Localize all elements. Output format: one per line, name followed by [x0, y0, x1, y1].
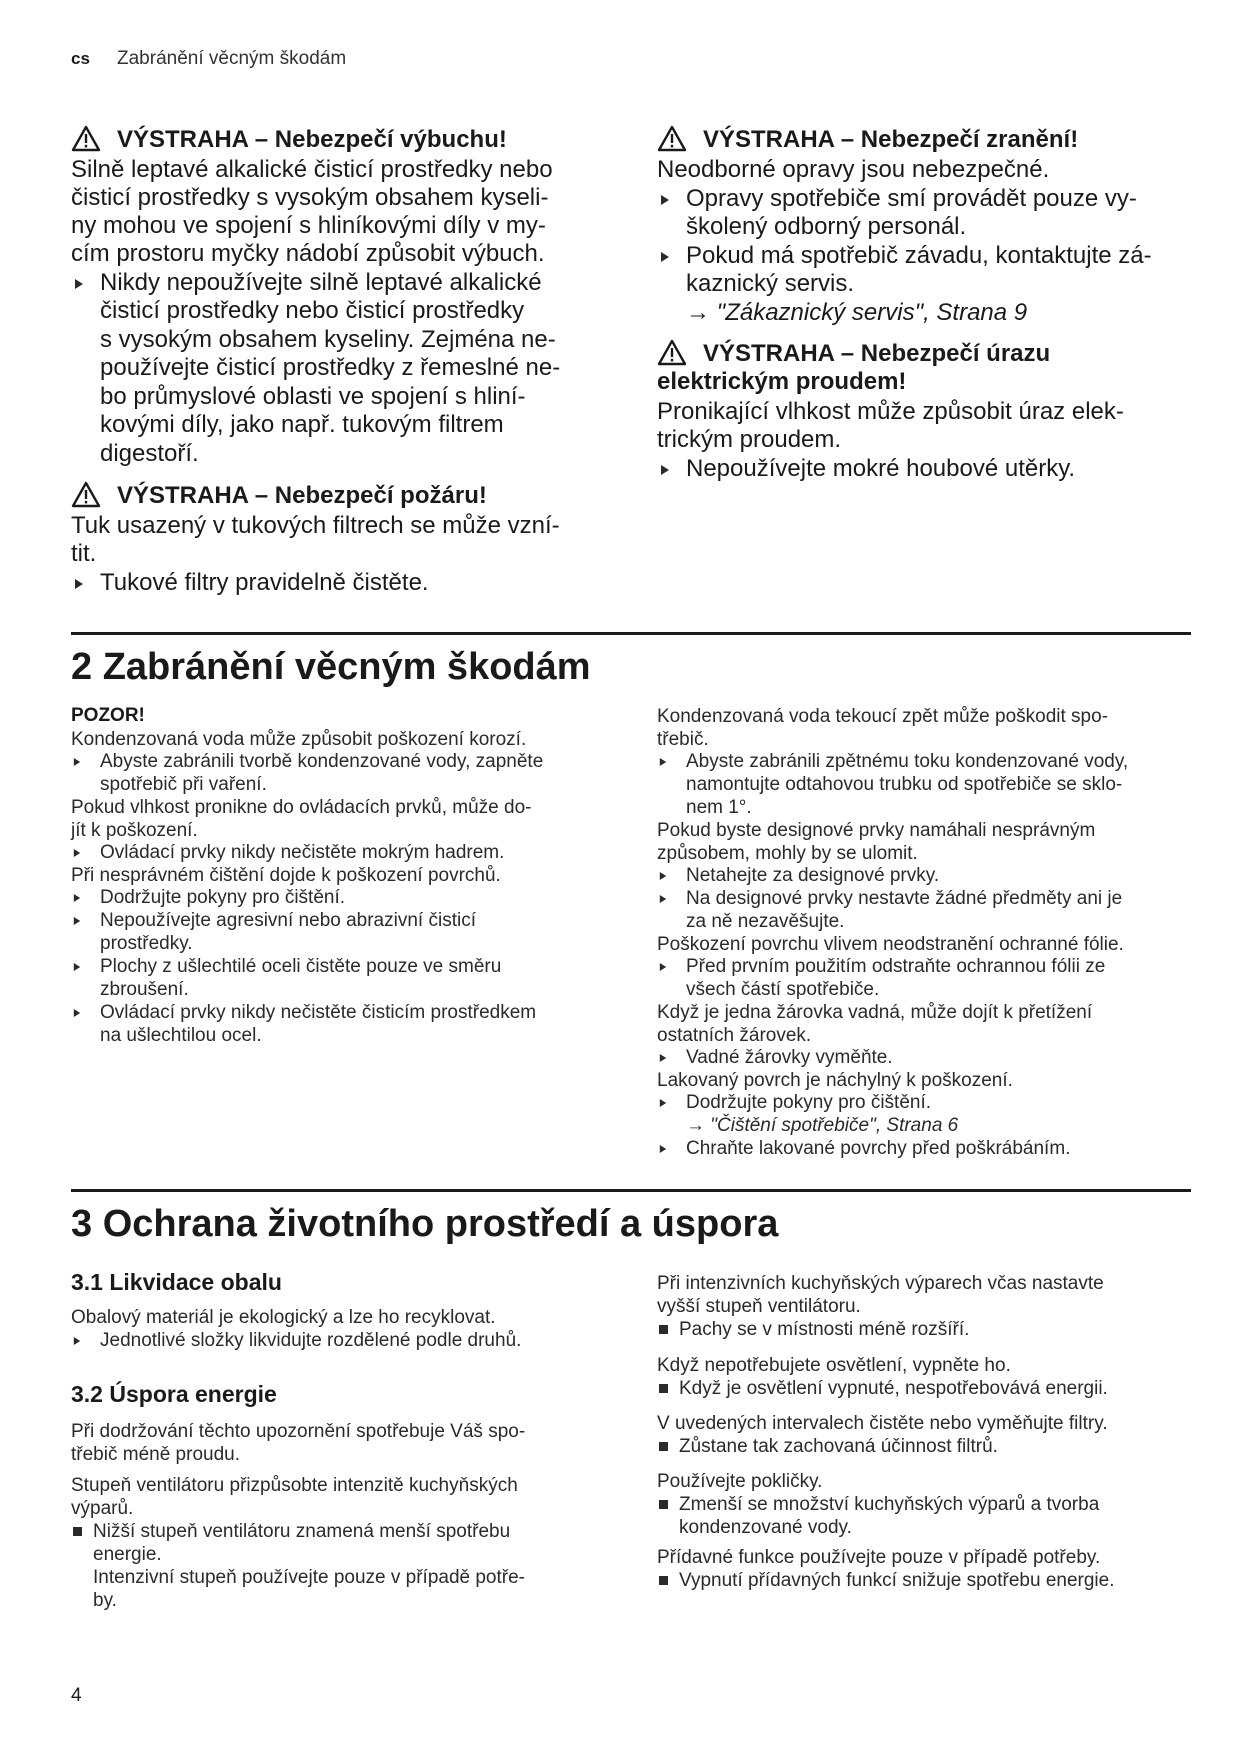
text-line: Obalový materiál je ekologický a lze ho recyklovat. [71, 1307, 496, 1328]
text-line: Pokud má spotřebič závadu, kontaktujte zá- [686, 242, 1152, 269]
text-line: Nikdy nepoužívejte silně leptavé alkalické [100, 269, 542, 296]
text-line: Dodržujte pokyny pro čištění. [686, 1092, 932, 1113]
text-line: s vysokým obsahem kyseliny. Zejména ne- [100, 326, 556, 353]
text-line: spotřebič při vaření. [100, 774, 267, 795]
text-line: kaznický servis. [686, 270, 855, 297]
text-line: Pokud byste designové prvky namáhali nesprávným [657, 820, 1096, 841]
text-line: Pachy se v místnosti méně rozšíří. [679, 1319, 970, 1340]
text-line: namontujte odtahovou trubku od spotřebiče se sklo- [686, 774, 1123, 795]
text-line: zbroušení. [100, 979, 189, 1000]
bullet-arrow-icon [73, 1008, 81, 1018]
text-line: Vypnutí přídavných funkcí snižuje spotřebu energie. [679, 1570, 1115, 1591]
text-line: Zůstane tak zachovaná účinnost filtrů. [679, 1436, 998, 1457]
bullet-arrow-icon [73, 893, 81, 903]
caution-label: POZOR! [71, 705, 145, 726]
text-line: Zmenší se množství kuchyňských výparů a tvorba [679, 1494, 1100, 1515]
text-line: čisticí prostředky s vysokým obsahem kyseli- [71, 184, 549, 211]
text-line: za ně nezavěšujte. [686, 911, 845, 932]
cross-reference-link[interactable]: → "Čištění spotřebiče", Strana 6 [686, 1115, 959, 1136]
cross-reference-link[interactable]: → "Zákaznický servis", Strana 9 [686, 299, 1028, 326]
section-divider [71, 632, 1191, 635]
text-line: Chraňte lakované povrchy před poškrábáním. [686, 1138, 1071, 1159]
section-divider [71, 1189, 1191, 1192]
bullet-square-icon [659, 1576, 668, 1585]
text-line: Intenzivní stupeň používejte pouze v případě potře- [93, 1567, 525, 1588]
text-line: třebič. [657, 729, 709, 750]
text-line: Netahejte za designové prvky. [686, 865, 940, 886]
text-line: kovými díly, jako např. tukovým filtrem [100, 411, 504, 438]
warning-shock-title: VÝSTRAHA – Nebezpečí úrazu [703, 340, 1051, 367]
text-line: ny mohou ve spojení s hliníkovými díly v my- [71, 212, 546, 239]
text-line: Vadné žárovky vyměňte. [686, 1047, 893, 1068]
text-line: čisticí prostředky nebo čisticí prostředky [100, 297, 525, 324]
bullet-arrow-icon [73, 962, 81, 972]
text-line: Při nesprávném čištění dojde k poškození povrchů. [71, 865, 501, 886]
warning-shock-title-cont: elektrickým proudem! [657, 368, 907, 395]
text-line: Abyste zabránili tvorbě kondenzované vody, zapněte [100, 751, 544, 772]
text-line: Silně leptavé alkalické čisticí prostředky nebo [71, 156, 553, 183]
text-line: Poškození povrchu vlivem neodstranění ochranné fólie. [657, 934, 1124, 955]
text-line: trickým proudem. [657, 426, 842, 453]
section-3-heading: 3 Ochrana životního prostředí a úspora [71, 1203, 779, 1245]
text-line: na ušlechtilou ocel. [100, 1025, 262, 1046]
text-line: Tukové filtry pravidelně čistěte. [100, 569, 429, 596]
text-line: Pronikající vlhkost může způsobit úraz elek- [657, 398, 1124, 425]
text-line: Na designové prvky nestavte žádné předměty ani je [686, 888, 1123, 909]
text-line: Když je osvětlení vypnuté, nespotřebovává energii. [679, 1378, 1108, 1399]
text-line: V uvedených intervalech čistěte nebo vyměňujte filtry. [657, 1413, 1108, 1434]
bullet-square-icon [73, 1527, 82, 1536]
bullet-arrow-icon [73, 916, 81, 926]
text-line: Tuk usazený v tukových filtrech se může vzní- [71, 512, 560, 539]
warning-injury-title: VÝSTRAHA – Nebezpečí zranění! [703, 126, 1079, 153]
text-line: Stupeň ventilátoru přizpůsobte intenzitě kuchyňských [71, 1475, 518, 1496]
text-line: výparů. [71, 1498, 134, 1519]
text-line: Kondenzovaná voda může způsobit poškození korozí. [71, 729, 527, 750]
subsection-3-1-heading: 3.1 Likvidace obalu [71, 1269, 282, 1295]
text-line: Ovládací prvky nikdy nečistěte čisticím prostředkem [100, 1002, 537, 1023]
bullet-arrow-icon [660, 464, 670, 476]
text-line: Opravy spotřebiče smí provádět pouze vy- [686, 185, 1137, 212]
warning-icon [657, 125, 687, 152]
text-line: Nepoužívejte agresivní nebo abrazivní čisticí [100, 910, 476, 931]
text-line: školený odborný personál. [686, 213, 967, 240]
text-line: Kondenzovaná voda tekoucí zpět může poškodit spo- [657, 706, 1109, 727]
bullet-arrow-icon [659, 894, 667, 904]
bullet-arrow-icon [660, 194, 670, 206]
text-line: Ovládací prvky nikdy nečistěte mokrým hadrem. [100, 842, 505, 863]
bullet-arrow-icon [73, 848, 81, 858]
text-line: Nepoužívejte mokré houbové utěrky. [686, 455, 1076, 482]
text-line: způsobem, mohly by se ulomit. [657, 843, 918, 864]
bullet-arrow-icon [659, 1144, 667, 1154]
warning-explosion-title: VÝSTRAHA – Nebezpečí výbuchu! [117, 126, 507, 153]
text-line: Dodržujte pokyny pro čištění. [100, 887, 346, 908]
text-line: prostředky. [100, 933, 193, 954]
text-line: Neodborné opravy jsou nebezpečné. [657, 156, 1050, 183]
bullet-square-icon [659, 1442, 668, 1451]
text-line: Nižší stupeň ventilátoru znamená menší spotřebu [93, 1521, 511, 1542]
text-line: tit. [71, 540, 97, 567]
bullet-arrow-icon [659, 1098, 667, 1108]
text-line: Jednotlivé složky likvidujte rozdělené podle druhů. [100, 1330, 522, 1351]
warning-icon [71, 125, 101, 152]
bullet-arrow-icon [660, 251, 670, 263]
text-line: Pokud vlhkost pronikne do ovládacích prvků, může do- [71, 797, 532, 818]
warning-icon [657, 339, 687, 366]
bullet-arrow-icon [659, 871, 667, 881]
bullet-arrow-icon [659, 1053, 667, 1063]
text-line: všech částí spotřebiče. [686, 979, 880, 1000]
text-line: Při dodržování těchto upozornění spotřebuje Váš spo- [71, 1421, 526, 1442]
text-line: vyšší stupeň ventilátoru. [657, 1296, 861, 1317]
text-line: kondenzované vody. [679, 1517, 852, 1538]
section-2-heading: 2 Zabránění věcným škodám [71, 646, 591, 688]
bullet-square-icon [659, 1500, 668, 1509]
text-line: cím prostoru myčky nádobí způsobit výbuch. [71, 240, 545, 267]
bullet-square-icon [659, 1325, 668, 1334]
text-line: třebič méně proudu. [71, 1444, 240, 1465]
text-line: používejte čisticí prostředky z řemeslné ne- [100, 354, 561, 381]
text-line: by. [93, 1590, 117, 1611]
text-line: nem 1°. [686, 797, 752, 818]
text-line: ostatních žárovek. [657, 1025, 812, 1046]
text-line: jít k poškození. [71, 820, 198, 841]
text-line: bo průmyslové oblasti ve spojení s hliní- [100, 383, 526, 410]
bullet-arrow-icon [74, 278, 84, 290]
text-line: Lakovaný povrch je náchylný k poškození. [657, 1070, 1013, 1091]
bullet-arrow-icon [73, 1336, 81, 1346]
bullet-arrow-icon [73, 757, 81, 767]
bullet-arrow-icon [659, 757, 667, 767]
bullet-square-icon [659, 1384, 668, 1393]
text-line: Používejte pokličky. [657, 1471, 823, 1492]
text-line: Když je jedna žárovka vadná, může dojít k přetížení [657, 1002, 1093, 1023]
text-line: Přídavné funkce používejte pouze v případě potřeby. [657, 1547, 1101, 1568]
text-line: Před prvním použitím odstraňte ochrannou fólii ze [686, 956, 1106, 977]
running-header-title: Zabránění věcným škodám [117, 48, 347, 69]
text-line: Abyste zabránili zpětnému toku kondenzované vody, [686, 751, 1129, 772]
subsection-3-2-heading: 3.2 Úspora energie [71, 1381, 277, 1407]
text-line: Při intenzivních kuchyňských výparech včas nastavte [657, 1273, 1104, 1294]
bullet-arrow-icon [74, 578, 84, 590]
warning-fire-title: VÝSTRAHA – Nebezpečí požáru! [117, 482, 487, 509]
language-code: cs [71, 49, 90, 68]
bullet-arrow-icon [659, 962, 667, 972]
warning-icon [71, 481, 101, 508]
text-line: Plochy z ušlechtilé oceli čistěte pouze ve směru [100, 956, 502, 977]
text-line: digestoří. [100, 440, 199, 467]
page-number: 4 [71, 1685, 82, 1706]
text-line: energie. [93, 1544, 162, 1565]
text-line: Když nepotřebujete osvětlení, vypněte ho. [657, 1355, 1011, 1376]
